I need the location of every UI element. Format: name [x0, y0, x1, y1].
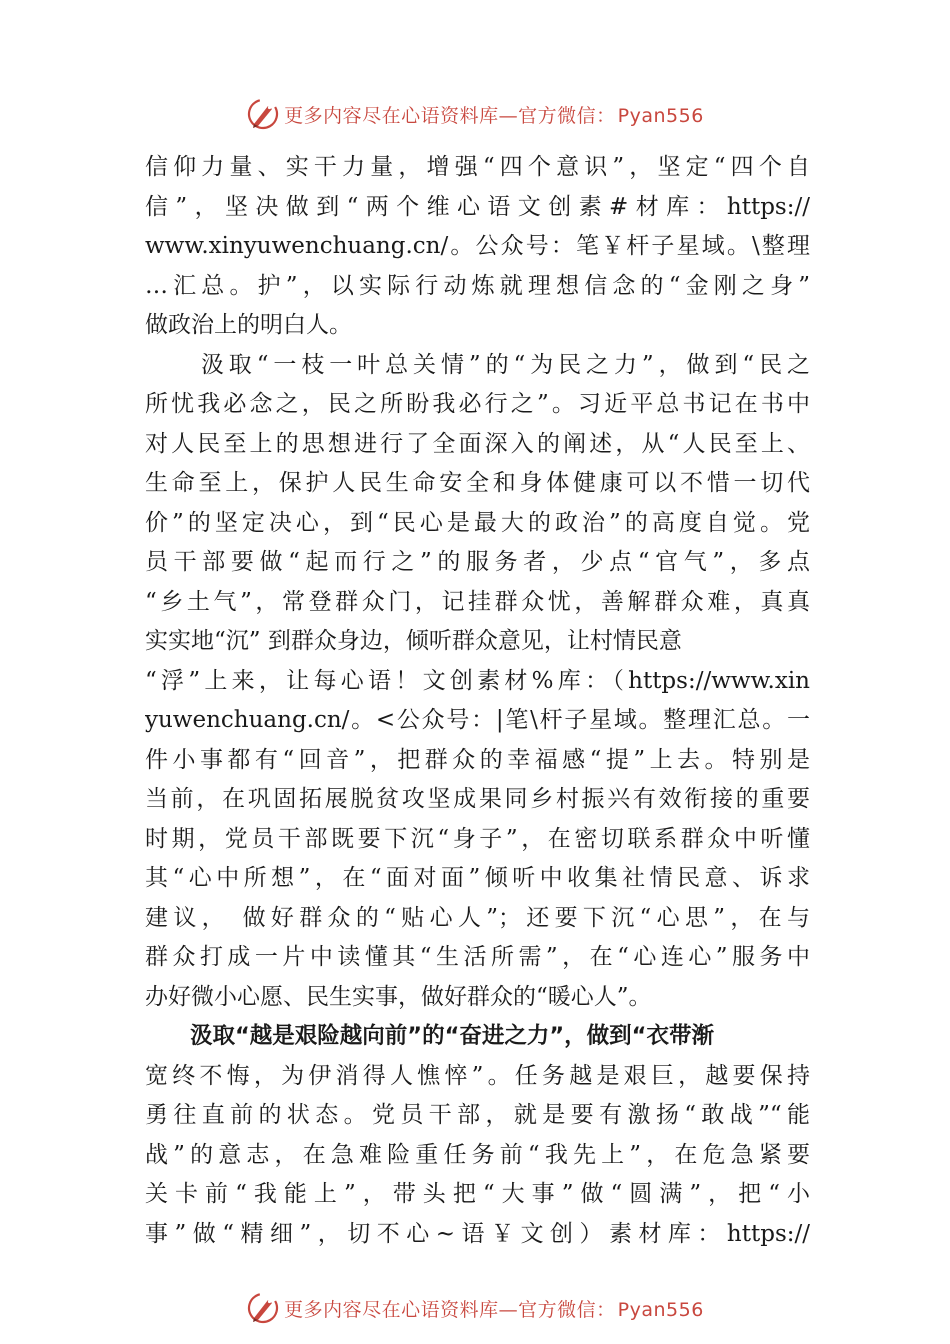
- wechat-id: Pyan556: [617, 104, 704, 127]
- text-line: 当前，在巩固拓展脱贫攻坚成果同乡村振兴有效衔接的重要: [145, 786, 810, 812]
- text-line: 对人民至上的思想进行了全面深入的阐述，从“人民至上、: [145, 430, 810, 457]
- text-line: 件小事都有“回音”，把群众的幸福感“提”上去。特别是: [145, 746, 810, 773]
- text-line: “浮”上来，让每心语！文创素材%库：（https://www.xin: [145, 667, 810, 694]
- document-body: [145, 148, 810, 1254]
- text-line: 建议， 做好群众的“贴心人”；还要下沉“心思”，在与: [145, 904, 810, 931]
- text-line: 群众打成一片中读懂其“生活所需”，在“心连心”服务中: [145, 944, 810, 970]
- text-line: 其“心中所想”，在“面对面”倾听中收集社情民意、诉求: [145, 865, 810, 891]
- text-line: 关卡前“我能上”，带头把“大事”做“圆满”，把“小: [145, 1181, 810, 1207]
- text-line: 所忧我必念之，民之所盼我必行之”。习近平总书记在书中: [145, 391, 810, 417]
- text-line: 生命至上，保护人民生命安全和身体健康可以不惜一切代: [145, 470, 810, 496]
- text-line: 信仰力量、实干力量，增强“四个意识”，坚定“四个自: [145, 154, 810, 180]
- text-line: 勇往直前的状态。党员干部，就是要有激扬“敢战”“能: [145, 1102, 810, 1128]
- footer-banner: [0, 1288, 950, 1328]
- header-banner: [0, 94, 950, 134]
- text-line: www.xinyuwenchuang.cn/。公众号：笔￥杆子星域。\整理: [145, 233, 810, 259]
- banner-text: 更多内容尽在心语资料库—官方微信： Pyan556: [284, 1298, 704, 1321]
- text-line: 信”，坚决做到“两个维心语文创素#材库：https://: [145, 193, 810, 220]
- text-line: …汇总。护”，以实际行动炼就理想信念的“金刚之身”: [145, 272, 810, 299]
- text-line: 汲取“一枝一叶总关情”的“为民之力”，做到“民之: [145, 351, 810, 378]
- banner-text: 更多内容尽在心语资料库—官方微信： Pyan556: [284, 104, 704, 127]
- pen-logo-icon: [246, 97, 280, 131]
- text-line: 事”做“精细”，切不心~语￥文创）素材库：https://: [145, 1220, 810, 1247]
- wechat-id: Pyan556: [617, 1298, 704, 1321]
- text-line: “乡土气”，常登群众门，记挂群众忧，善解群众难，真真: [145, 588, 810, 615]
- text-line: 做政治上的明白人。: [145, 312, 352, 338]
- pen-logo-icon: [246, 1291, 280, 1325]
- text-line: 实实地“沉” 到群众身边，倾听群众意见，让村情民意: [145, 628, 682, 654]
- text-line: 宽终不悔，为伊消得人憔悴”。任务越是艰巨，越要保持: [145, 1062, 810, 1089]
- text-line: 战”的意志，在急难险重任务前“我先上”，在危急紧要: [145, 1141, 810, 1168]
- text-line: 办好微小心愿、民生实事，做好群众的“暖心人”。: [145, 983, 652, 1010]
- text-line: yuwenchuang.cn/。<公众号：|笔\杆子星域。整理汇总。一: [145, 707, 810, 733]
- text-line-bold: 汲取“越是艰险越向前”的“奋进之力”，做到“衣带渐: [145, 1023, 714, 1049]
- text-line: 价”的坚定决心，到“民心是最大的政治”的高度自觉。党: [145, 509, 810, 536]
- text-line: 员干部要做“起而行之”的服务者，少点“官气”，多点: [145, 549, 810, 575]
- text-line: 时期，党员干部既要下沉“身子”，在密切联系群众中听懂: [145, 825, 810, 852]
